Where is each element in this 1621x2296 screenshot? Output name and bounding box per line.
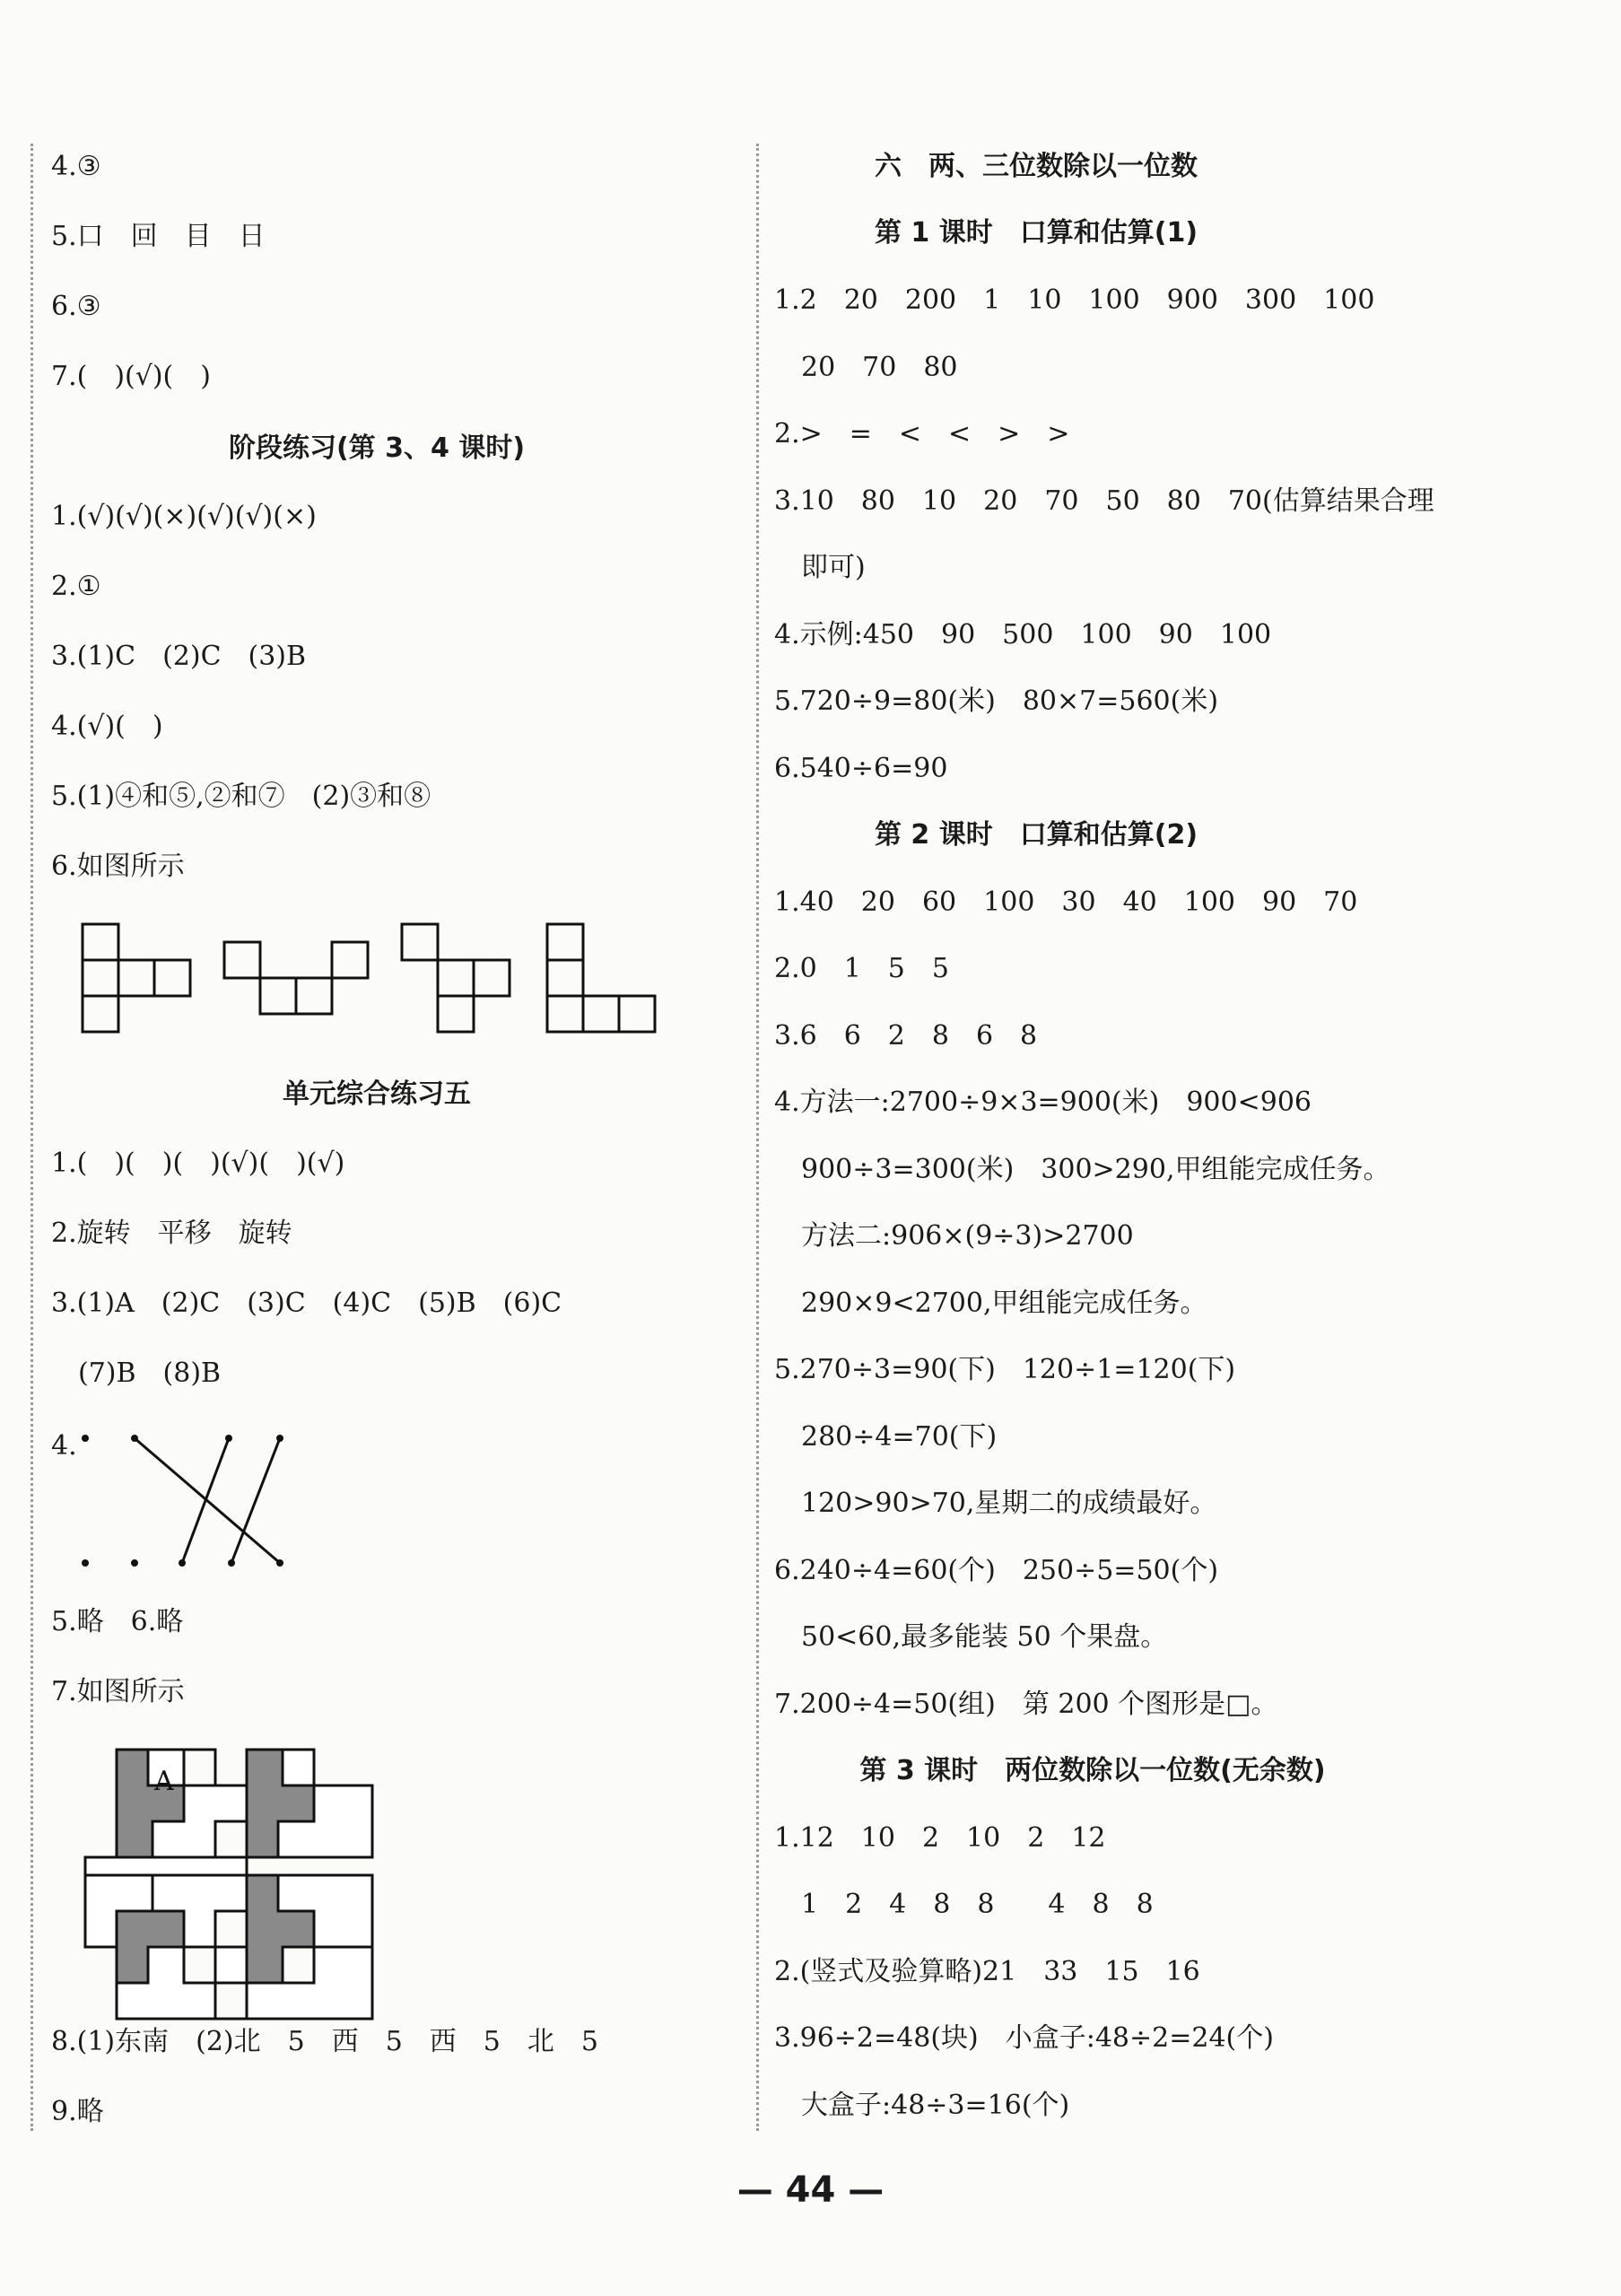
lesson1-title: 第 1 课时 口算和估算(1)	[874, 217, 1198, 249]
answer-line: 1 2 4 8 8 4 8 8	[774, 1889, 1154, 1920]
answer-line: 5.略 6.略	[51, 1606, 184, 1637]
section-title-stage-practice: 阶段练习(第 3、4 课时)	[228, 432, 526, 464]
answer-line: 4.示例:450 90 500 100 90 100	[774, 619, 1272, 650]
answer-line: 1.( )( )( )(√)( )(√)	[51, 1148, 345, 1179]
answer-line: 3.10 80 10 20 70 50 80 70(估算结果合理	[774, 485, 1434, 517]
answer-line: 1.40 20 60 100 30 40 100 90 70	[774, 886, 1358, 918]
answer-line: 2.0 1 5 5	[774, 953, 949, 984]
answer-line: 1.12 10 2 10 2 12	[774, 1822, 1106, 1854]
answer-line: 2.(竖式及验算略)21 33 15 16	[774, 1956, 1200, 1987]
answer-line: 3.(1)C (2)C (3)B	[51, 641, 307, 672]
answer-line: 290×9<2700,甲组能完成任务。	[774, 1288, 1207, 1319]
answer-line: 2.①	[51, 571, 101, 602]
answer-line: 1.(√)(√)(×)(√)(√)(×)	[51, 501, 317, 532]
answer-line: 20 70 80	[774, 352, 958, 383]
answer-line: 3.96÷2=48(块) 小盒子:48÷2=24(个)	[774, 2022, 1274, 2054]
answer-line: 5.720÷9=80(米) 80×7=560(米)	[774, 685, 1219, 717]
answer-line: 5.(1)④和⑤,②和⑦ (2)③和⑧	[51, 781, 431, 812]
lesson3-title: 第 3 课时 两位数除以一位数(无余数)	[859, 1755, 1326, 1786]
chapter-title: 六 两、三位数除以一位数	[875, 151, 1198, 182]
answer-line: 6.540÷6=90	[774, 753, 948, 784]
answer-line: 6.③	[51, 291, 101, 322]
answer-line: (7)B (8)B	[51, 1358, 222, 1389]
answer-line: 8.(1)东南 (2)北 5 西 5 西 5 北 5	[51, 2026, 598, 2057]
answer-line: 2.> = < < > >	[774, 418, 1070, 450]
answer-line: 4.(√)( )	[51, 711, 163, 742]
answer-line: 50<60,最多能装 50 个果盘。	[774, 1621, 1168, 1653]
answer-line: 7.200÷4=50(组) 第 200 个图形是□。	[774, 1689, 1278, 1720]
answer-line: 120>90>70,星期二的成绩最好。	[774, 1488, 1217, 1519]
answer-line: 方法二:906×(9÷3)>2700	[774, 1220, 1134, 1252]
tessellation-label-a: A	[154, 1766, 174, 1797]
answer-line: 5.口 回 目 日	[51, 221, 266, 252]
answer-line: 4.③	[51, 151, 101, 182]
answer-line: 3.6 6 2 8 6 8	[774, 1020, 1038, 1052]
answer-line: 3.(1)A (2)C (3)C (4)C (5)B (6)C	[51, 1288, 562, 1319]
answer-line: 即可)	[774, 552, 866, 583]
answer-line: 4.方法一:2700÷9×3=900(米) 900<906	[774, 1087, 1312, 1118]
answer-line: 5.270÷3=90(下) 120÷1=120(下)	[774, 1354, 1236, 1385]
lesson2-title: 第 2 课时 口算和估算(2)	[874, 819, 1198, 851]
column-divider	[756, 144, 759, 2131]
answer-line: 7.如图所示	[51, 1676, 185, 1707]
tessellation-figure	[0, 0, 754, 2064]
answer-line: 7.( )(√)( )	[51, 361, 211, 392]
section-title-unit-review: 单元综合练习五	[283, 1078, 471, 1110]
answer-line: 6.如图所示	[51, 851, 185, 882]
answer-line: 大盒子:48÷3=16(个)	[774, 2090, 1070, 2121]
answer-line: 900÷3=300(米) 300>290,甲组能完成任务。	[774, 1154, 1390, 1185]
page-number: — 44 —	[736, 2169, 885, 2211]
answer-line: 280÷4=70(下)	[774, 1421, 998, 1453]
answer-line: 9.略	[51, 2096, 104, 2127]
answer-line: 2.旋转 平移 旋转	[51, 1218, 292, 1249]
answer-line: 6.240÷4=60(个) 250÷5=50(个)	[774, 1555, 1219, 1586]
answer-line: 4.	[51, 1430, 77, 1462]
answer-line: 1.2 20 200 1 10 100 900 300 100	[774, 284, 1375, 316]
